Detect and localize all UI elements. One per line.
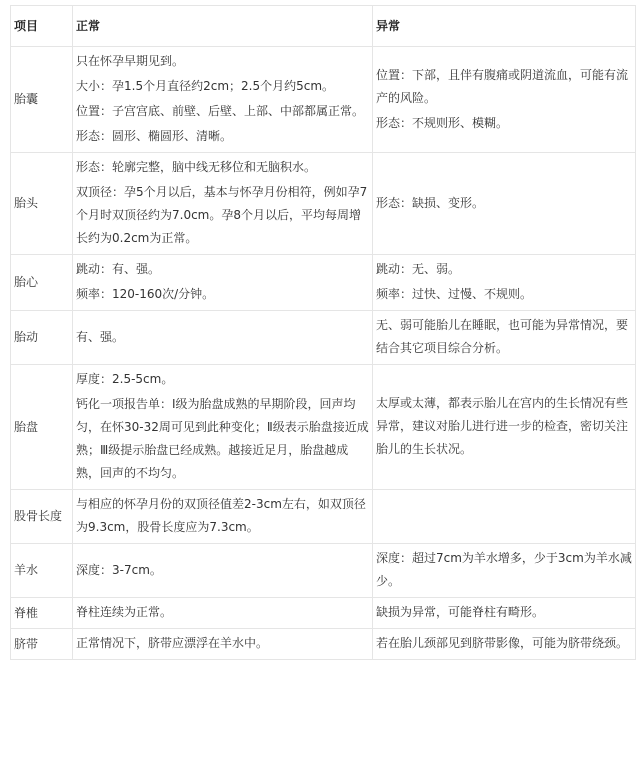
cell-abnormal: [373, 629, 636, 660]
cell-abnormal: [373, 544, 636, 598]
row-item-name: 羊水: [11, 544, 73, 598]
cell-normal: [73, 490, 373, 544]
table-row: [11, 255, 636, 311]
normal-line: 与相应的怀孕月份的双顶径值差2-3cm左右，如双顶径为9.3cm，股骨长度应为7.3cm。: [76, 497, 366, 534]
cell-normal: [73, 311, 373, 365]
row-item-name: 胎囊: [11, 47, 73, 153]
ultrasound-reference-table: [10, 5, 636, 660]
abnormal-line: 若在胎儿颈部见到脐带影像，可能为脐带绕颈。: [376, 636, 629, 650]
normal-line: 脊柱连续为正常。: [76, 605, 173, 619]
abnormal-line: 形态：不规则形、模糊。: [376, 115, 509, 130]
normal-line: 形态：轮廓完整，脑中线无移位和无脑积水。: [76, 160, 317, 174]
abnormal-line: 形态：缺损、变形。: [376, 195, 485, 210]
cell-normal: [73, 544, 373, 598]
cell-normal: [73, 47, 373, 153]
row-item-name: 股骨长度: [11, 490, 73, 544]
cell-normal: [73, 255, 373, 311]
row-item-name: 胎头: [11, 153, 73, 255]
header-item: 项目: [11, 6, 73, 47]
row-item-name: 胎盘: [11, 365, 73, 490]
abnormal-line: 频率：过快、过慢、不规则。: [376, 287, 533, 301]
normal-line: 双顶径：孕5个月以后，基本与怀孕月份相符，例如孕7个月时双顶径约为7.0cm。孕8个月以后，平均每周增长约为0.2cm为正常。: [76, 185, 368, 245]
header-normal: 正常: [73, 6, 373, 47]
normal-line: 正常情况下，脐带应漂浮在羊水中。: [76, 636, 269, 650]
cell-abnormal: [373, 598, 636, 629]
normal-line: 频率：120-160次/分钟。: [76, 287, 215, 301]
cell-normal: [73, 365, 373, 490]
row-item-name: 脊椎: [11, 598, 73, 629]
table-row: [11, 598, 636, 629]
abnormal-line: 缺损为异常，可能脊柱有畸形。: [376, 605, 545, 619]
table-row: [11, 47, 636, 153]
normal-line: 厚度：2.5-5cm。: [76, 372, 174, 386]
table-row: [11, 365, 636, 490]
normal-line: 有、强。: [76, 329, 125, 344]
cell-abnormal: [373, 490, 636, 544]
table-row: [11, 153, 636, 255]
normal-line: 只在怀孕早期见到。: [76, 54, 185, 68]
abnormal-line: 深度：超过7cm为羊水增多，少于3cm为羊水减少。: [376, 551, 632, 588]
normal-line: 钙化一项报告单：Ⅰ级为胎盘成熟的早期阶段，回声均匀，在怀30-32周可见到此种变化；Ⅱ级表示胎盘接近成熟；Ⅲ级提示胎盘已经成熟。越接近足月，胎盘越成熟，回声的不均匀。: [76, 397, 369, 480]
cell-abnormal: [373, 255, 636, 311]
abnormal-line: 太厚或太薄，都表示胎儿在宫内的生长情况有些异常，建议对胎儿进行进一步的检查，密切关注胎儿的生长状况。: [376, 396, 629, 456]
table-row: [11, 490, 636, 544]
cell-normal: [73, 629, 373, 660]
abnormal-line: 跳动：无、弱。: [376, 262, 461, 276]
normal-line: 跳动：有、强。: [76, 262, 161, 276]
table-row: [11, 311, 636, 365]
cell-normal: [73, 598, 373, 629]
cell-abnormal: [373, 47, 636, 153]
cell-normal: [73, 153, 373, 255]
normal-line: 深度：3-7cm。: [76, 562, 162, 577]
row-item-name: 胎动: [11, 311, 73, 365]
row-item-name: 脐带: [11, 629, 73, 660]
cell-abnormal: [373, 311, 636, 365]
row-item-name: 胎心: [11, 255, 73, 311]
table-header-row: [11, 6, 636, 47]
cell-abnormal: [373, 153, 636, 255]
table-row: [11, 629, 636, 660]
abnormal-line: 无、弱可能胎儿在睡眠，也可能为异常情况，要结合其它项目综合分析。: [376, 318, 629, 355]
normal-line: 大小：孕1.5个月直径约2cm；2.5个月约5cm。: [76, 79, 335, 93]
abnormal-line: 位置：下部，且伴有腹痛或阴道流血，可能有流产的风险。: [376, 67, 629, 105]
normal-line: 位置：子宫宫底、前壁、后壁、上部、中部都属正常。: [76, 104, 365, 118]
normal-line: 形态：圆形、椭圆形、清晰。: [76, 129, 233, 143]
table-row: [11, 544, 636, 598]
cell-abnormal: [373, 365, 636, 490]
header-abnormal: 异常: [373, 6, 636, 47]
